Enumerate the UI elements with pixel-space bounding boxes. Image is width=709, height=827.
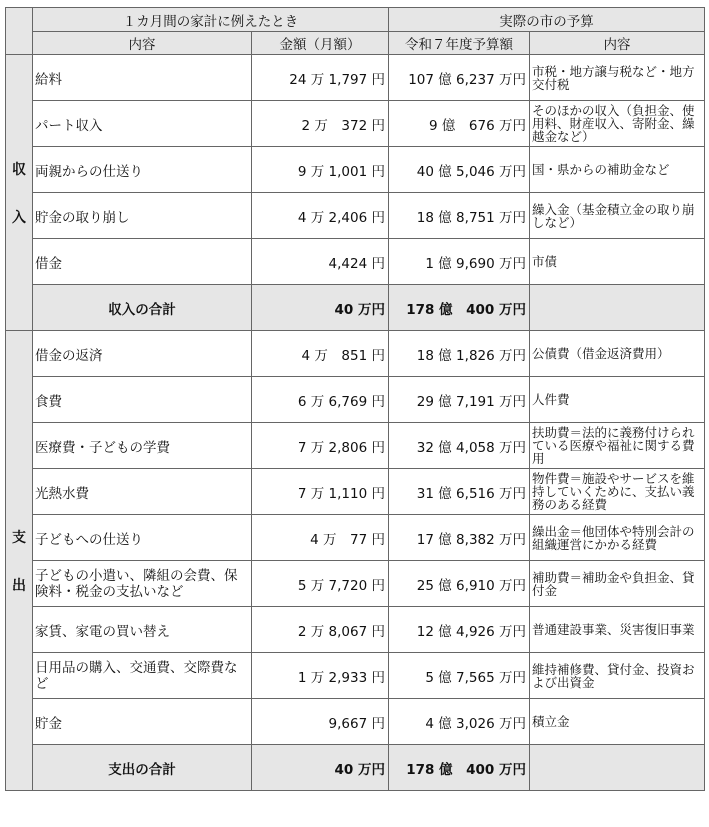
budget-table [5, 7, 705, 791]
desc-cell: 人件費 [530, 377, 705, 423]
income-row [6, 55, 705, 101]
desc-cell: 積立金 [530, 699, 705, 745]
desc-cell: 市税・地方譲与税など・地方交付税 [530, 55, 705, 101]
amount-cell: 9,667 円 [252, 699, 389, 745]
amount-cell: 2 万 8,067 円 [252, 607, 389, 653]
desc-cell: そのほかの収入（負担金、使用料、財産収入、寄附金、繰越金など） [530, 101, 705, 147]
expense-row [6, 515, 705, 561]
item-cell: 両親からの仕送り [33, 147, 252, 193]
income-row [6, 101, 705, 147]
item-cell: パート収入 [33, 101, 252, 147]
expense-row [6, 561, 705, 607]
amount-cell: 4 万 77 円 [252, 515, 389, 561]
expense-row [6, 653, 705, 699]
income-total-label: 収入の合計 [33, 285, 252, 331]
desc-cell: 繰入金（基金積立金の取り崩しなど） [530, 193, 705, 239]
expense-section-label [6, 331, 33, 791]
amount-cell: 9 万 1,001 円 [252, 147, 389, 193]
desc-cell: 扶助費＝法的に義務付けられている医療や福祉に関する費用 [530, 423, 705, 469]
item-cell: 子どもの小遣い、隣組の会費、保険料・税金の支払いなど [33, 561, 252, 607]
desc-cell: 公債費（借金返済費用） [530, 331, 705, 377]
item-cell: 光熱水費 [33, 469, 252, 515]
amount-cell: 6 万 6,769 円 [252, 377, 389, 423]
desc-cell: 市債 [530, 239, 705, 285]
income-total-row [6, 285, 705, 331]
income-row [6, 239, 705, 285]
header-content: 内容 [33, 32, 252, 55]
expense-total-budget: 178 億 400 万円 [389, 745, 530, 791]
expense-total-row [6, 745, 705, 791]
amount-cell: 4 万 2,406 円 [252, 193, 389, 239]
amount-cell: 4,424 円 [252, 239, 389, 285]
income-total-amount: 40 万円 [252, 285, 389, 331]
item-cell: 借金の返済 [33, 331, 252, 377]
income-total-empty [530, 285, 705, 331]
expense-row [6, 423, 705, 469]
desc-cell: 繰出金＝他団体や特別会計の組織運営にかかる経費 [530, 515, 705, 561]
item-cell: 医療費・子どもの学費 [33, 423, 252, 469]
header-row-columns [6, 32, 705, 55]
budget-table-body [6, 8, 705, 791]
item-cell: 食費 [33, 377, 252, 423]
header-amount: 金額（月額） [252, 32, 389, 55]
amount-cell: 1 万 2,933 円 [252, 653, 389, 699]
desc-cell: 国・県からの補助金など [530, 147, 705, 193]
budget-cell: 12 億 4,926 万円 [389, 607, 530, 653]
header-content-city: 内容 [530, 32, 705, 55]
income-row [6, 193, 705, 239]
amount-cell: 7 万 2,806 円 [252, 423, 389, 469]
expense-row [6, 331, 705, 377]
budget-cell: 32 億 4,058 万円 [389, 423, 530, 469]
header-row-groups [6, 8, 705, 32]
budget-cell: 5 億 7,565 万円 [389, 653, 530, 699]
amount-cell: 4 万 851 円 [252, 331, 389, 377]
desc-cell: 普通建設事業、災害復旧事業 [530, 607, 705, 653]
expense-row [6, 607, 705, 653]
item-cell: 貯金の取り崩し [33, 193, 252, 239]
expense-total-label: 支出の合計 [33, 745, 252, 791]
income-section-label [6, 55, 33, 331]
income-section-char: 収 [12, 161, 26, 178]
budget-cell: 29 億 7,191 万円 [389, 377, 530, 423]
item-cell: 借金 [33, 239, 252, 285]
amount-cell: 7 万 1,110 円 [252, 469, 389, 515]
expense-total-empty [530, 745, 705, 791]
item-cell: 日用品の購入、交通費、交際費など [33, 653, 252, 699]
income-row [6, 147, 705, 193]
income-total-budget: 178 億 400 万円 [389, 285, 530, 331]
desc-cell: 維持補修費、貸付金、投資および出資金 [530, 653, 705, 699]
desc-cell: 補助費＝補助金や負担金、貸付金 [530, 561, 705, 607]
budget-cell: 107 億 6,237 万円 [389, 55, 530, 101]
budget-cell: 9 億 676 万円 [389, 101, 530, 147]
expense-row [6, 377, 705, 423]
item-cell: 貯金 [33, 699, 252, 745]
item-cell: 給料 [33, 55, 252, 101]
expense-section-char: 支 [12, 529, 26, 546]
item-cell: 家賃、家電の買い替え [33, 607, 252, 653]
header-corner [6, 8, 33, 55]
item-cell: 子どもへの仕送り [33, 515, 252, 561]
expense-section-char: 出 [12, 577, 26, 594]
budget-cell: 4 億 3,026 万円 [389, 699, 530, 745]
budget-cell: 17 億 8,382 万円 [389, 515, 530, 561]
amount-cell: 2 万 372 円 [252, 101, 389, 147]
expense-total-amount: 40 万円 [252, 745, 389, 791]
expense-row [6, 699, 705, 745]
budget-cell: 18 億 8,751 万円 [389, 193, 530, 239]
expense-row [6, 469, 705, 515]
budget-cell: 18 億 1,826 万円 [389, 331, 530, 377]
budget-cell: 25 億 6,910 万円 [389, 561, 530, 607]
desc-cell: 物件費＝施設やサービスを維持していくために、支払い義務のある経費 [530, 469, 705, 515]
budget-cell: 40 億 5,046 万円 [389, 147, 530, 193]
amount-cell: 5 万 7,720 円 [252, 561, 389, 607]
amount-cell: 24 万 1,797 円 [252, 55, 389, 101]
header-budget: 令和７年度予算額 [389, 32, 530, 55]
income-section-char: 入 [12, 209, 26, 226]
header-city: 実際の市の予算 [389, 8, 705, 32]
budget-cell: 1 億 9,690 万円 [389, 239, 530, 285]
header-household: １カ月間の家計に例えたとき [33, 8, 389, 32]
budget-cell: 31 億 6,516 万円 [389, 469, 530, 515]
